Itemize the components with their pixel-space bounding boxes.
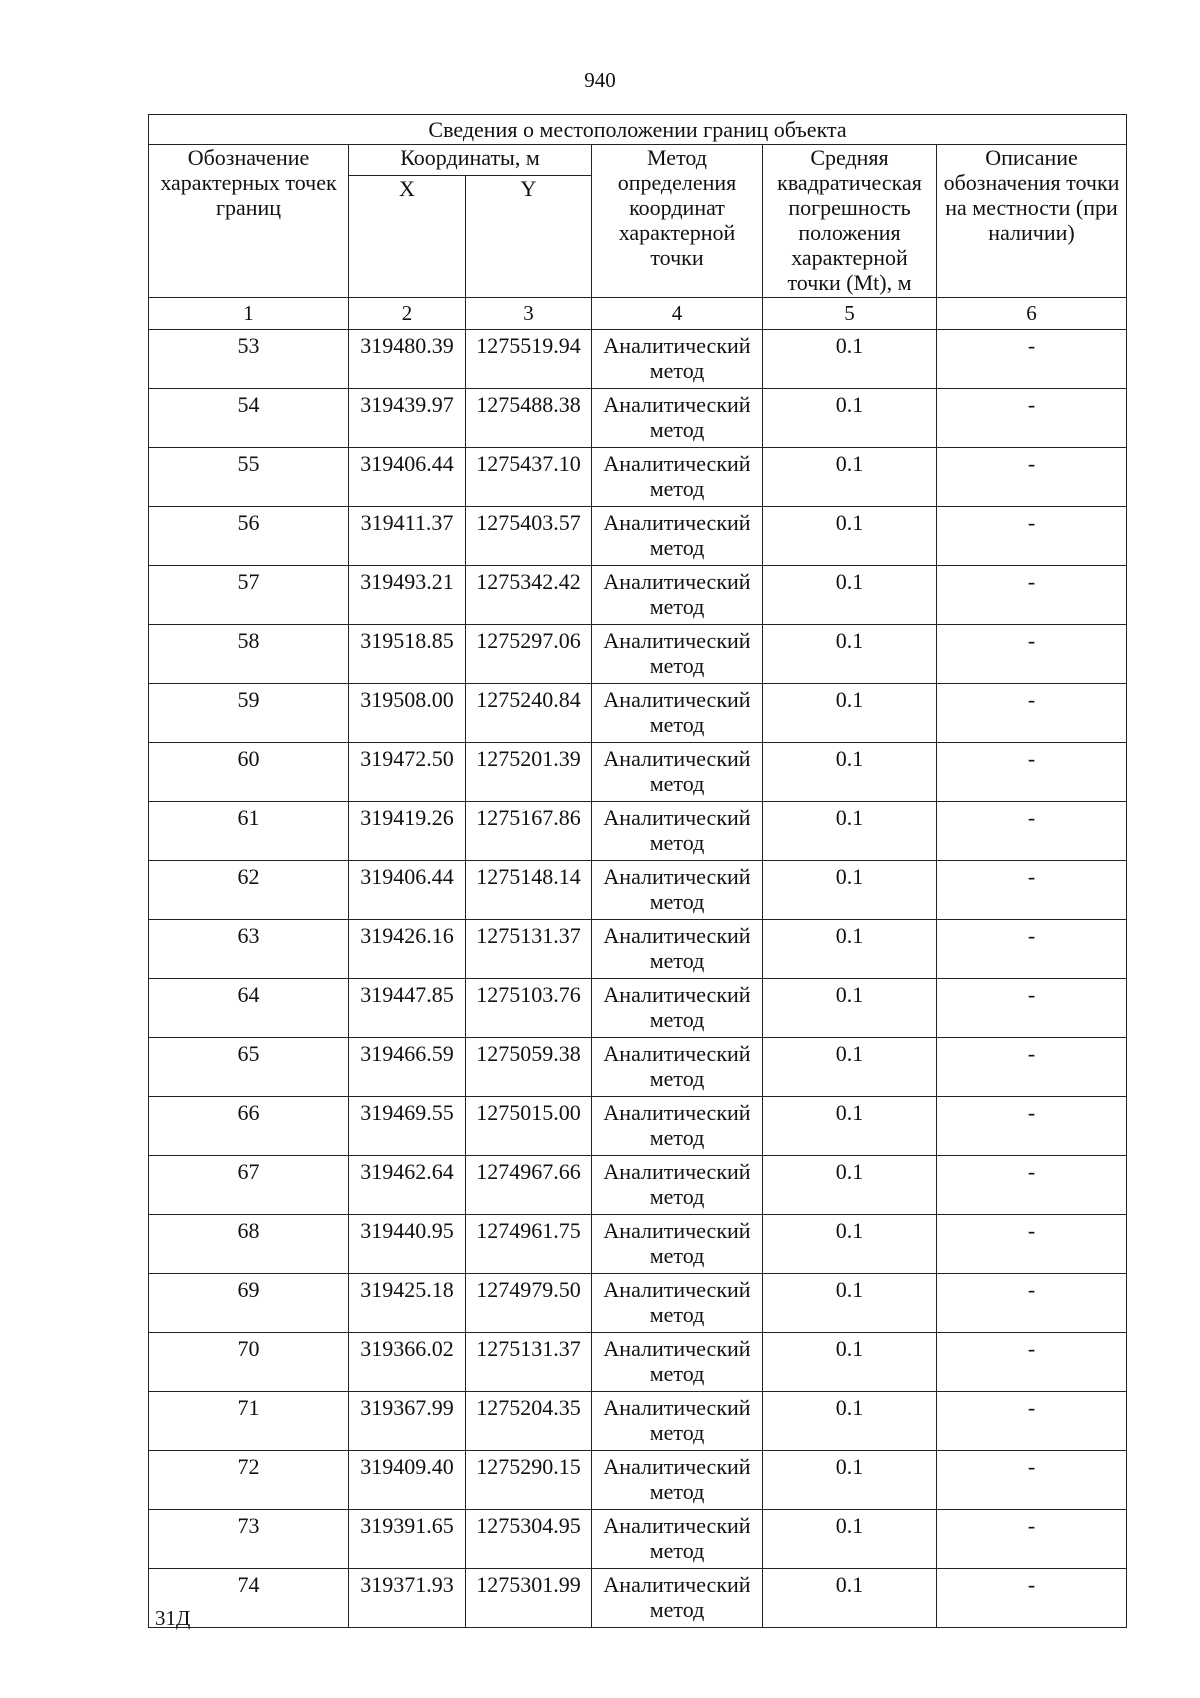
cell-point: 55 [149,448,349,507]
cell-y: 1275437.10 [466,448,592,507]
table-title-row [149,115,1127,145]
cell-method: Аналитический метод [592,1274,763,1333]
cell-error: 0.1 [763,684,937,743]
cell-x: 319426.16 [349,920,466,979]
cell-point: 60 [149,743,349,802]
cell-error: 0.1 [763,1156,937,1215]
cell-method: Аналитический метод [592,1451,763,1510]
table-row [149,389,1127,448]
cell-error: 0.1 [763,979,937,1038]
cell-point: 56 [149,507,349,566]
column-number: 6 [937,298,1127,330]
cell-error: 0.1 [763,1392,937,1451]
cell-description: - [937,1215,1127,1274]
cell-method: Аналитический метод [592,802,763,861]
cell-x: 319493.21 [349,566,466,625]
table-row [149,1392,1127,1451]
table-row [149,1451,1127,1510]
cell-y: 1275240.84 [466,684,592,743]
cell-error: 0.1 [763,448,937,507]
cell-error: 0.1 [763,566,937,625]
cell-error: 0.1 [763,389,937,448]
column-number: 1 [149,298,349,330]
cell-error: 0.1 [763,1569,937,1628]
table-row [149,1038,1127,1097]
cell-y: 1275103.76 [466,979,592,1038]
column-number: 5 [763,298,937,330]
cell-method: Аналитический метод [592,330,763,389]
cell-method: Аналитический метод [592,743,763,802]
header-description: Описание обозначения точки на местности (при наличии) [937,145,1127,298]
cell-description: - [937,330,1127,389]
cell-point: 67 [149,1156,349,1215]
cell-method: Аналитический метод [592,389,763,448]
header-method: Метод определения координат характерной точки [592,145,763,298]
cell-x: 319406.44 [349,861,466,920]
cell-method: Аналитический метод [592,566,763,625]
cell-y: 1275204.35 [466,1392,592,1451]
cell-point: 65 [149,1038,349,1097]
cell-method: Аналитический метод [592,861,763,920]
cell-method: Аналитический метод [592,1333,763,1392]
cell-method: Аналитический метод [592,1215,763,1274]
cell-description: - [937,802,1127,861]
cell-description: - [937,566,1127,625]
cell-point: 54 [149,389,349,448]
cell-error: 0.1 [763,1510,937,1569]
cell-method: Аналитический метод [592,979,763,1038]
cell-x: 319411.37 [349,507,466,566]
cell-x: 319367.99 [349,1392,466,1451]
cell-error: 0.1 [763,1333,937,1392]
cell-description: - [937,684,1127,743]
cell-y: 1274979.50 [466,1274,592,1333]
table-row [149,1333,1127,1392]
cell-y: 1275342.42 [466,566,592,625]
cell-method: Аналитический метод [592,1569,763,1628]
cell-point: 72 [149,1451,349,1510]
cell-method: Аналитический метод [592,1156,763,1215]
cell-description: - [937,861,1127,920]
cell-x: 319480.39 [349,330,466,389]
cell-description: - [937,743,1127,802]
cell-x: 319406.44 [349,448,466,507]
cell-method: Аналитический метод [592,1097,763,1156]
column-number: 3 [466,298,592,330]
cell-x: 319462.64 [349,1156,466,1215]
cell-y: 1275148.14 [466,861,592,920]
cell-y: 1275297.06 [466,625,592,684]
table-row [149,1156,1127,1215]
cell-description: - [937,979,1127,1038]
cell-x: 319419.26 [349,802,466,861]
cell-x: 319425.18 [349,1274,466,1333]
cell-description: - [937,1392,1127,1451]
cell-x: 319472.50 [349,743,466,802]
cell-method: Аналитический метод [592,920,763,979]
page-number: 940 [584,68,616,92]
cell-x: 319371.93 [349,1569,466,1628]
table-row [149,802,1127,861]
cell-error: 0.1 [763,802,937,861]
cell-x: 319447.85 [349,979,466,1038]
cell-y: 1275290.15 [466,1451,592,1510]
table-row [149,507,1127,566]
cell-error: 0.1 [763,1215,937,1274]
cell-point: 74 [149,1569,349,1628]
header-error: Средняя квадратическая погрешность положения характерной точки (Mt), м [763,145,937,298]
cell-y: 1275201.39 [466,743,592,802]
cell-error: 0.1 [763,625,937,684]
cell-x: 319466.59 [349,1038,466,1097]
cell-error: 0.1 [763,1451,937,1510]
cell-y: 1275304.95 [466,1510,592,1569]
cell-y: 1275059.38 [466,1038,592,1097]
cell-method: Аналитический метод [592,1510,763,1569]
cell-point: 68 [149,1215,349,1274]
table-title: Сведения о местоположении границ объекта [149,115,1127,145]
cell-y: 1275167.86 [466,802,592,861]
table-row [149,566,1127,625]
cell-y: 1275131.37 [466,1333,592,1392]
table-row [149,920,1127,979]
cell-error: 0.1 [763,330,937,389]
cell-x: 319440.95 [349,1215,466,1274]
cell-point: 69 [149,1274,349,1333]
cell-error: 0.1 [763,743,937,802]
cell-description: - [937,1274,1127,1333]
cell-x: 319366.02 [349,1333,466,1392]
cell-description: - [937,1097,1127,1156]
cell-point: 66 [149,1097,349,1156]
cell-point: 73 [149,1510,349,1569]
cell-y: 1274961.75 [466,1215,592,1274]
cell-method: Аналитический метод [592,684,763,743]
cell-y: 1275519.94 [466,330,592,389]
boundary-coordinates-table [148,114,1127,1628]
header-y: Y [466,176,592,298]
cell-point: 57 [149,566,349,625]
cell-description: - [937,389,1127,448]
cell-description: - [937,920,1127,979]
cell-method: Аналитический метод [592,625,763,684]
cell-x: 319409.40 [349,1451,466,1510]
table-row [149,1569,1127,1628]
cell-point: 63 [149,920,349,979]
cell-description: - [937,507,1127,566]
table-header-row [149,145,1127,176]
cell-error: 0.1 [763,920,937,979]
header-point: Обозначение характерных точек границ [149,145,349,298]
cell-y: 1275488.38 [466,389,592,448]
cell-point: 61 [149,802,349,861]
header-coordinates: Координаты, м [349,145,592,176]
table-row [149,1510,1127,1569]
cell-method: Аналитический метод [592,448,763,507]
footer-mark: 31Д [155,1606,191,1630]
cell-x: 319391.65 [349,1510,466,1569]
cell-point: 59 [149,684,349,743]
cell-error: 0.1 [763,861,937,920]
cell-y: 1275301.99 [466,1569,592,1628]
table-row [149,684,1127,743]
table-row [149,625,1127,684]
cell-method: Аналитический метод [592,1392,763,1451]
table-row [149,448,1127,507]
cell-description: - [937,1038,1127,1097]
cell-y: 1275403.57 [466,507,592,566]
cell-description: - [937,448,1127,507]
cell-point: 71 [149,1392,349,1451]
cell-description: - [937,1333,1127,1392]
cell-description: - [937,1569,1127,1628]
cell-error: 0.1 [763,507,937,566]
cell-x: 319518.85 [349,625,466,684]
table-row [149,1274,1127,1333]
column-number-row [149,298,1127,330]
cell-method: Аналитический метод [592,1038,763,1097]
column-number: 2 [349,298,466,330]
column-number: 4 [592,298,763,330]
table-row [149,861,1127,920]
cell-y: 1275131.37 [466,920,592,979]
cell-error: 0.1 [763,1038,937,1097]
cell-x: 319508.00 [349,684,466,743]
table-row [149,1215,1127,1274]
cell-y: 1274967.66 [466,1156,592,1215]
table-row [149,1097,1127,1156]
cell-point: 53 [149,330,349,389]
header-x: X [349,176,466,298]
cell-description: - [937,1451,1127,1510]
cell-y: 1275015.00 [466,1097,592,1156]
cell-point: 64 [149,979,349,1038]
cell-method: Аналитический метод [592,507,763,566]
table-row [149,743,1127,802]
cell-description: - [937,625,1127,684]
cell-description: - [937,1156,1127,1215]
cell-x: 319469.55 [349,1097,466,1156]
table-row [149,979,1127,1038]
cell-point: 62 [149,861,349,920]
table-row [149,330,1127,389]
cell-error: 0.1 [763,1274,937,1333]
cell-x: 319439.97 [349,389,466,448]
cell-error: 0.1 [763,1097,937,1156]
cell-description: - [937,1510,1127,1569]
cell-point: 70 [149,1333,349,1392]
cell-point: 58 [149,625,349,684]
